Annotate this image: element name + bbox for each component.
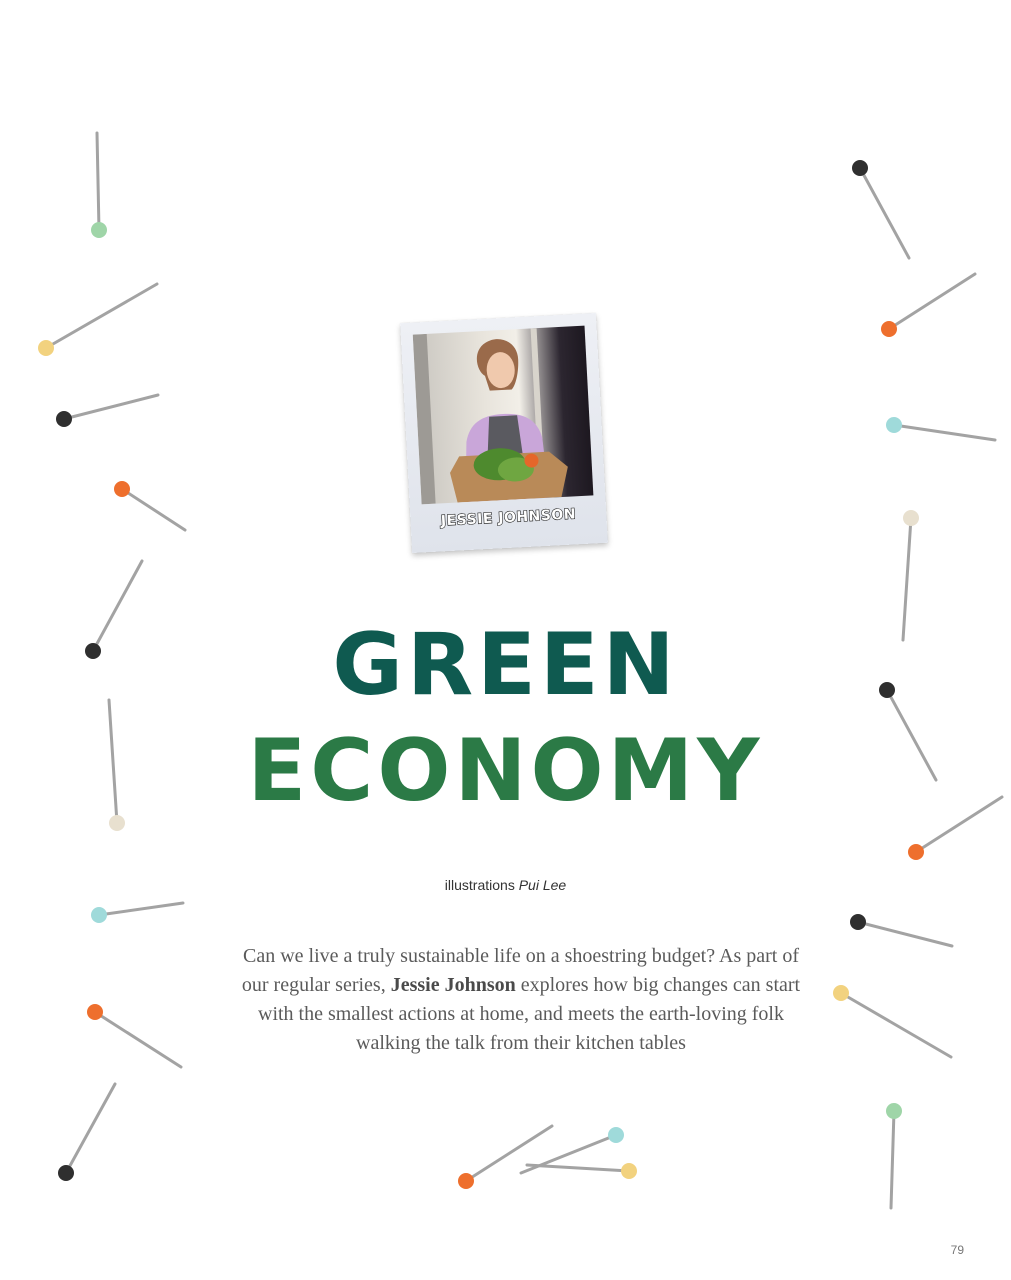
pin-head — [114, 481, 130, 497]
pin-decoration — [527, 1163, 637, 1179]
pin-head — [91, 907, 107, 923]
pin-needle — [66, 1084, 115, 1173]
pin-head — [886, 417, 902, 433]
pin-head — [881, 321, 897, 337]
pin-head — [903, 510, 919, 526]
pin-decoration — [886, 1103, 902, 1208]
pin-needle — [64, 395, 158, 419]
pin-needle — [889, 274, 975, 329]
pin-head — [850, 914, 866, 930]
pin-decoration — [38, 284, 157, 356]
pin-needle — [841, 993, 951, 1057]
pin-decoration — [91, 133, 107, 238]
pin-head — [109, 815, 125, 831]
pin-needle — [46, 284, 157, 348]
pin-head — [852, 160, 868, 176]
pin-head — [58, 1165, 74, 1181]
pin-decoration — [458, 1126, 552, 1189]
pin-head — [886, 1103, 902, 1119]
pin-head — [56, 411, 72, 427]
pin-needle — [894, 425, 995, 440]
pin-needle — [99, 903, 183, 915]
credit-name: Pui Lee — [518, 877, 567, 893]
pin-head — [908, 844, 924, 860]
pin-head — [608, 1127, 624, 1143]
credit-label: illustrations — [444, 877, 515, 893]
pin-needle — [95, 1012, 181, 1067]
pin-needle — [858, 922, 952, 946]
pin-decoration — [56, 395, 158, 427]
pin-decoration — [91, 903, 183, 923]
title-line-green: GREEN — [332, 615, 679, 715]
illustration-credit — [0, 877, 1011, 893]
title-line-economy: ECONOMY — [247, 721, 764, 821]
polaroid-photo — [400, 313, 608, 553]
pin-head — [833, 985, 849, 1001]
photo-caption: JESSIE JOHNSON — [440, 506, 577, 530]
pin-needle — [891, 1111, 894, 1208]
pin-decoration — [114, 481, 185, 530]
pin-decoration — [881, 274, 975, 337]
pin-decoration — [850, 914, 952, 946]
pin-decoration — [886, 417, 995, 440]
pin-head — [38, 340, 54, 356]
pin-decoration — [87, 1004, 181, 1067]
pin-needle — [97, 133, 99, 230]
pin-decoration — [58, 1084, 115, 1181]
pin-head — [458, 1173, 474, 1189]
intro-text-part2: explores how big changes can start with the smallest actions at home, and meets the earth-loving folk walking the talk from their kitchen tables — [258, 974, 801, 1054]
page-number: 79 — [950, 1243, 964, 1257]
pin-needle — [527, 1165, 629, 1171]
pin-decoration — [852, 160, 909, 258]
intro-text-part1: Can we live a truly sustainable life on a shoestring budget? As part of our regular series, — [241, 945, 799, 996]
intro-author-name: Jessie Johnson — [390, 974, 516, 996]
pin-decoration — [833, 985, 951, 1057]
pin-decoration — [903, 510, 919, 640]
pin-head — [91, 222, 107, 238]
pin-needle — [122, 489, 185, 530]
pin-head — [621, 1163, 637, 1179]
pin-head — [87, 1004, 103, 1020]
portrait-photo — [413, 326, 594, 505]
intro-paragraph — [232, 942, 810, 1058]
pin-needle — [860, 168, 909, 258]
pin-needle — [466, 1126, 552, 1181]
